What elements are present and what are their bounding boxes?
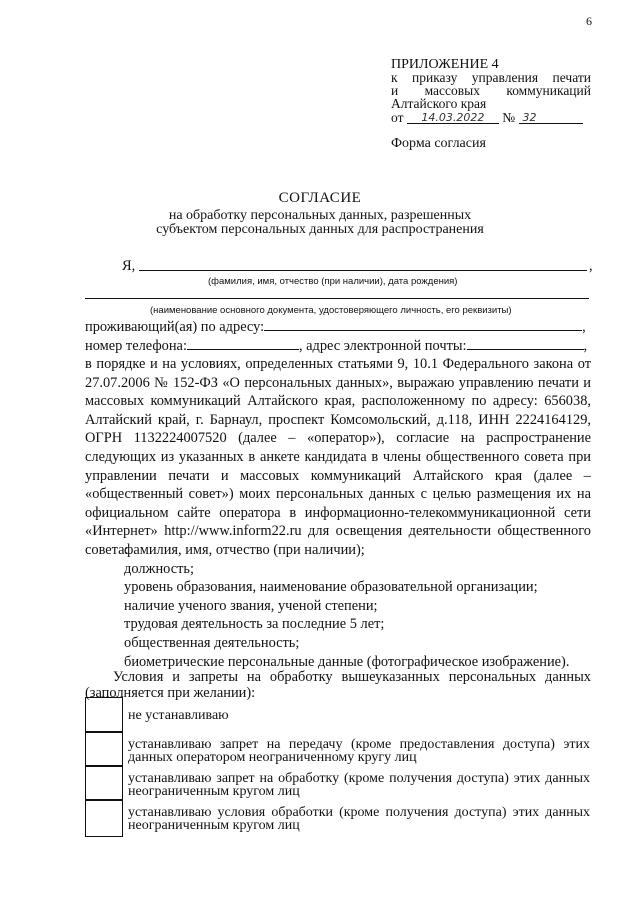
- email-label: , адрес электронной почты:: [298, 338, 467, 354]
- number-value: 32: [522, 111, 537, 124]
- phone-field[interactable]: [187, 337, 299, 350]
- list-item: наличие ученого звания, ученой степени;: [124, 597, 378, 614]
- subtitle-line-2: субъектом персональных данных для распространения: [156, 222, 484, 237]
- document-subtitle: [0, 209, 640, 237]
- fio-comma: ,: [589, 258, 593, 274]
- appendix-title: ПРИЛОЖЕНИЕ 4: [391, 57, 499, 72]
- date-prefix: от: [391, 110, 404, 125]
- fio-field[interactable]: [139, 257, 587, 271]
- consent-paragraph: в порядке и на условиях, определенных статьями 9, 10.1 Федерального закона от 27.07.2006 № 152-ФЗ «О персональных данных», выражаю управлению печати и массовых коммуникаций Алтайского края, расположенному по адресу: 656038, Алтайский край, г. Барнаул, проспект Комсомольский, д.118, ИНН 2224164129, ОГРН 1132224007520 (далее – «оператор»), согласие на распространение следующих из указанных в анкете кандидата в члены общественного совета при управлении печати и массовых коммуникаций Алтайского края (далее – «общественный совет») моих персональных данных с целью размещения их на официальном сайте оператора в информационно-телекоммуникационной сети «Интернет» http://www.inform22.ru для освещения деятельности общественного совета:: [85, 356, 591, 558]
- phone-label: номер телефона:: [85, 338, 187, 354]
- date-value: 14.03.2022: [421, 111, 485, 124]
- option-checkbox-processing-ban[interactable]: [85, 765, 123, 801]
- list-item: должность;: [124, 560, 194, 577]
- option-checkbox-none[interactable]: [85, 697, 123, 733]
- email-comma: ,: [583, 338, 588, 354]
- consent-body: [85, 355, 591, 560]
- address-row: [85, 318, 595, 337]
- option-checkbox-transfer-ban[interactable]: [85, 731, 123, 767]
- i-label: Я,: [122, 258, 136, 274]
- option-label-none: не устанавливаю: [128, 708, 229, 723]
- contact-row: [85, 337, 595, 356]
- date-field: [407, 110, 499, 124]
- subtitle-line-1: на обработку персональных данных, разрешенных: [168, 208, 472, 223]
- appendix-line-1: к приказу управления печати: [391, 70, 591, 85]
- number-prefix: №: [502, 110, 516, 125]
- list-item: общественная деятельность;: [124, 634, 300, 651]
- email-field[interactable]: [467, 337, 584, 350]
- data-list: [124, 541, 569, 671]
- address-field[interactable]: [264, 318, 582, 331]
- appendix-line-3: Алтайского края: [391, 96, 487, 111]
- list-item: уровень образования, наименование образовательной организации;: [124, 579, 538, 596]
- option-label-processing-ban: устанавливаю запрет на обработку (кроме получения доступа) этих данных неограниченным кругом лиц: [128, 771, 590, 799]
- address-comma: ,: [582, 319, 586, 335]
- conditions-intro: Условия и запреты на обработку вышеуказанных персональных данных (заполняется при желании):: [85, 669, 591, 701]
- form-label: Форма согласия: [391, 136, 486, 151]
- appendix-date-row: [391, 110, 591, 124]
- list-item: биометрические персональные данные (фотографическое изображение).: [124, 653, 570, 670]
- option-checkbox-conditions[interactable]: [85, 799, 123, 837]
- option-label-conditions: устанавливаю условия обработки (кроме получения доступа) этих данных неограниченным кругом лиц: [128, 805, 590, 833]
- fio-caption: (фамилия, имя, отчество (при наличии), дата рождения): [208, 276, 458, 287]
- page-number: 6: [586, 14, 592, 28]
- id-document-caption: (наименование основного документа, удостоверяющего личность, его реквизиты): [150, 305, 512, 316]
- document-title: СОГЛАСИЕ: [278, 190, 362, 206]
- id-document-field[interactable]: [85, 285, 589, 299]
- number-field: [519, 110, 583, 124]
- address-label: проживающий(ая) по адресу:: [85, 319, 265, 335]
- option-label-transfer-ban: устанавливаю запрет на передачу (кроме предоставления доступа) этих данных оператором неограниченному кругу лиц: [128, 737, 590, 765]
- list-item: трудовая деятельность за последние 5 лет;: [124, 616, 385, 633]
- list-item: фамилия, имя, отчество (при наличии);: [124, 542, 365, 558]
- appendix-line-2: и массовых коммуникаций: [391, 83, 591, 98]
- appendix-block: [391, 58, 591, 124]
